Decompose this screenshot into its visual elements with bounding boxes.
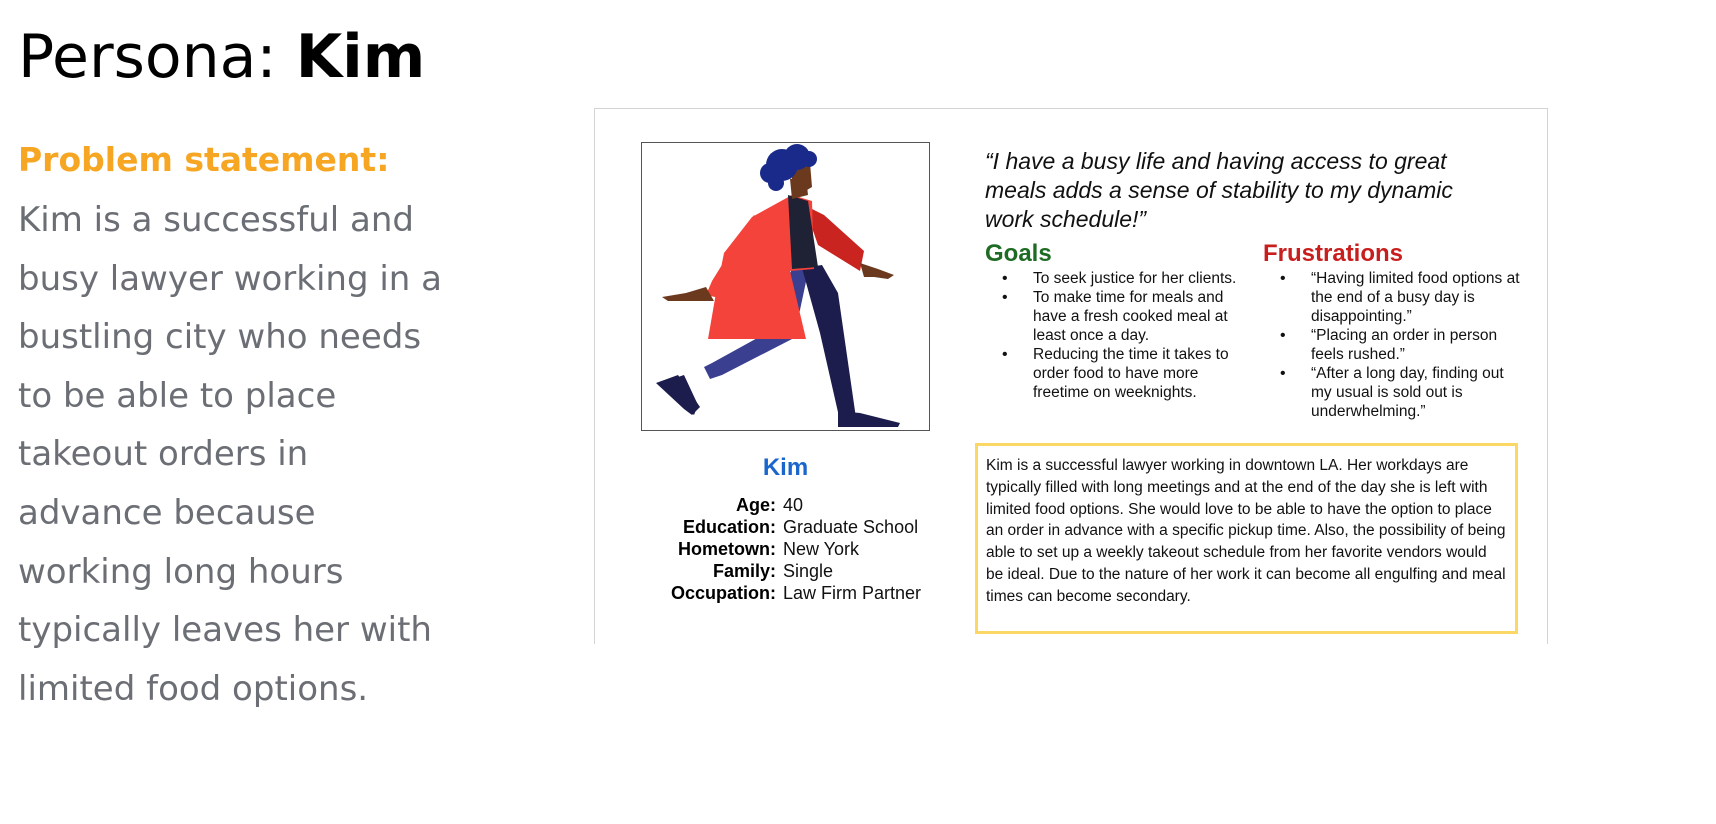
attribute-row-age	[635, 494, 921, 516]
attribute-row-occupation	[635, 582, 921, 604]
persona-illustration	[641, 142, 930, 431]
page-title	[18, 22, 425, 92]
attribute-label: Education:	[683, 517, 776, 537]
problem-line: working long hours	[18, 551, 344, 592]
persona-attributes	[635, 494, 921, 604]
attribute-label: Age:	[736, 495, 776, 515]
problem-line: advance because	[18, 492, 316, 533]
frustrations-heading: Frustrations	[1263, 240, 1404, 267]
goal-item: • To make time for meals and have a fresh cooked meal at least once a day.	[1033, 288, 1255, 345]
walking-woman-illustration	[642, 143, 928, 429]
goals-section	[985, 239, 1255, 402]
attribute-label: Occupation:	[670, 583, 776, 603]
goal-item: • To seek justice for her clients.	[1033, 269, 1255, 288]
attribute-value: Graduate School	[783, 517, 919, 537]
persona-name: Kim	[762, 454, 809, 481]
problem-statement-heading: Problem statement:	[18, 140, 390, 179]
attribute-value: Law Firm Partner	[783, 583, 922, 603]
problem-line: takeout orders in	[18, 434, 309, 475]
frustration-item: • “After a long day, finding out my usual is sold out is underwhelming.”	[1311, 364, 1523, 421]
title-name: Kim	[295, 22, 426, 92]
frustrations-list	[1263, 269, 1523, 421]
problem-statement-text	[18, 198, 442, 725]
problem-line: bustling city who needs	[18, 317, 422, 358]
persona-bio: Kim is a successful lawyer working in downtown LA. Her workdays are typically filled with long meetings and at the end of the day she is left with limited food options. She would love to be able to have the option to place an order in advance with a specific pickup time. Also, the possibility of being able to set up a weekly takeout schedule from her favorite vendors would be ideal. Due to the nature of her work it can become all engulfing and meal times can become secondary.	[975, 443, 1518, 634]
frustrations-section	[1263, 239, 1523, 421]
attribute-value: 40	[783, 495, 804, 515]
problem-line: Kim is a successful and	[18, 200, 415, 240]
attribute-row-family	[635, 560, 921, 582]
attribute-label: Family:	[712, 561, 776, 581]
title-prefix: Persona:	[18, 22, 296, 92]
problem-line: busy lawyer working in a	[18, 258, 442, 299]
goals-list	[985, 269, 1255, 402]
attribute-row-hometown	[635, 538, 921, 560]
attribute-value: Single	[783, 561, 834, 581]
goals-heading: Goals	[985, 240, 1052, 267]
frustration-item: • “Placing an order in person feels rushed.”	[1311, 326, 1523, 364]
persona-card	[594, 108, 1548, 644]
problem-line: limited food options.	[18, 668, 369, 709]
problem-line: to be able to place	[18, 375, 337, 416]
attribute-label: Hometown:	[678, 539, 776, 559]
attribute-value: New York	[783, 539, 860, 559]
goal-item: • Reducing the time it takes to order food to have more freetime on weeknights.	[1033, 345, 1255, 402]
persona-quote: “I have a busy life and having access to great meals adds a sense of stability to my dynamic work schedule!”	[985, 148, 1453, 232]
problem-line: typically leaves her with	[18, 610, 432, 651]
frustration-item: • “Having limited food options at the end of a busy day is disappointing.”	[1311, 269, 1523, 326]
attribute-row-education	[635, 516, 921, 538]
